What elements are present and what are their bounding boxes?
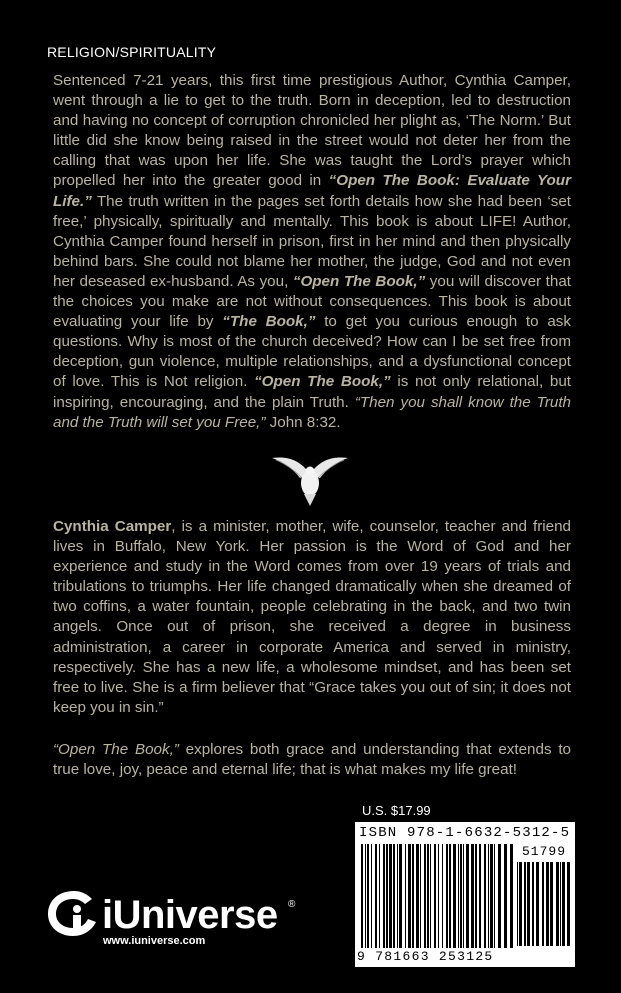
publisher-logo	[44, 885, 304, 951]
isbn-barcode	[355, 822, 575, 967]
dove-icon	[270, 452, 350, 506]
registered-mark: ®	[288, 899, 296, 910]
ean-number: 9 781663 253125	[357, 949, 494, 964]
iuniverse-swirl-icon	[44, 887, 104, 939]
back-cover-blurb: Sentenced 7-21 years, this first time prestigious Author, Cynthia Camper, went through a lie to get to the truth. Born in deception, led to destruction and having no concept of corruption chronicled her plight as, ‘The Norm.’ But little did she know being raised in the street would not deter her from the calling that was upon her life. She was taught the Lord’s prayer which propelled her into the greater good in “Open The Book: Evaluate Your Life.” The truth written in the pages set forth details how she had been ‘set free,’ physically, spiritually and mentally. This book is about LIFE! Author, Cynthia Camper found herself in prison, first in her mind and then physically behind bars. She could not blame her mother, the judge, God and not even her deseased ex-husband. As you, “Open The Book,” you will discover that the choices you make are not without consequences. This book is about evaluating your life by “The Book,” to get you curious enough to ask questions. Why is most of the church deceived? How can I be set free from deception, gun violence, multiple relationships, and a dysfunctional concept of love. This is Not religion. “Open The Book,” is not only relational, but inspiring, encouraging, and the plain Truth. “Then you shall know the Truth and the Truth will set you Free,” John 8:32.	[53, 72, 571, 431]
publisher-url: www.iuniverse.com	[103, 935, 206, 947]
isbn-number: ISBN 978-1-6632-5312-5	[359, 825, 571, 841]
addon-barcode-bars	[517, 862, 571, 946]
price-addon-number: 51799	[521, 844, 566, 859]
ean-barcode-bars	[361, 844, 515, 948]
price-label: U.S. $17.99	[362, 803, 431, 818]
category-label: RELIGION/SPIRITUALITY	[47, 44, 217, 60]
publisher-name: iUniverse	[102, 893, 278, 937]
author-name: Cynthia Camper	[53, 518, 172, 535]
author-bio: Cynthia Camper, is a minister, mother, wife, counselor, teacher and friend lives in Buffalo, New York. Her passion is the Word of God and her experience and study in the Word comes from over 19 years of trials and tribulations to triumphs. Her life changed dramatically when she dreamed of two coffins, a water fountain, people celebrating in the back, and two twin angels. Once out of prison, she received a degree in business administration, a career in corporate America and served in ministry, respectively. She has a new life, a wholesome mindset, and has been set free to live. She is a firm believer that “Grace takes you out of sin; it does not keep you in sin.”	[53, 518, 571, 716]
closing-statement: “Open The Book,” explores both grace and understanding that extends to true love, joy, peace and eternal life; that is what makes my life great!	[53, 741, 571, 779]
